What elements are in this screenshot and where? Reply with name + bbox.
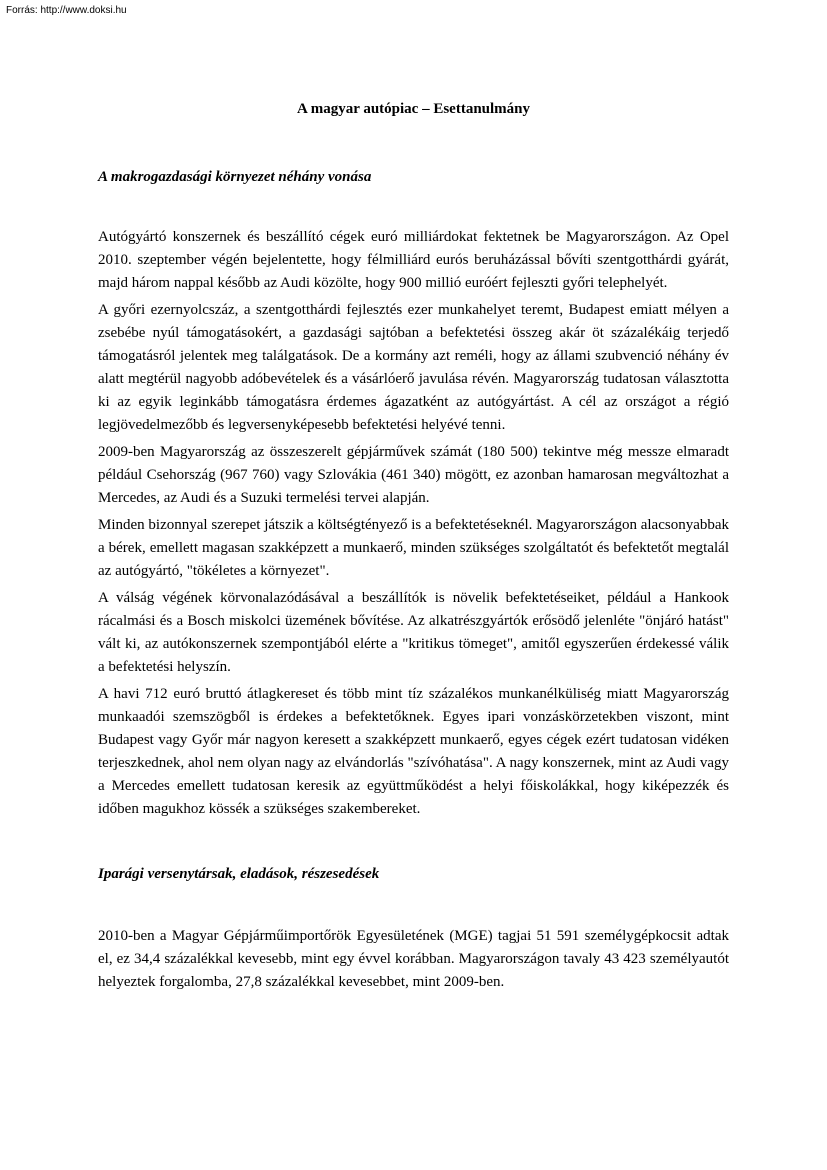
section-heading: Iparági versenytársak, eladások, részesedések <box>98 866 380 882</box>
section-competitors-sales <box>98 863 729 994</box>
paragraph: 2009-ben Magyarország az összeszerelt gépjárművek számát (180 500) tekintve még messze elmaradt például Csehország (967 760) vagy Szlovákia (461 340) mögött, ez azonban hamarosan megváltozhat a Mercedes, az Audi és a Suzuki termelési tervei alapján. <box>98 444 729 506</box>
document-title: A magyar autópiac – Esettanulmány <box>296 101 531 117</box>
paragraph: A válság végének körvonalazódásával a beszállítók is növelik befektetéseiket, például a Hankook rácalmási és a Bosch miskolci üzemének bővítése. Az alkatrészgyártók erősödő jelenléte "önjáró hatást" vált ki, az autókonszernek szempontjából elérte a "kritikus tömeget", amitől egyszerűen érdekessé válik a befektetési helyszín. <box>98 590 729 675</box>
paragraph: 2010-ben a Magyar Gépjárműimportőrök Egyesületének (MGE) tagjai 51 591 személygépkocsit adtak el, ez 34,4 százalékkal kevesebb, mint egy évvel korábban. Magyarországon tavaly 43 423 személyautót helyeztek forgalomba, 27,8 százalékkal kevesebbet, mint 2009-ben. <box>98 928 729 990</box>
paragraph: A győri ezernyolcszáz, a szentgotthárdi fejlesztés ezer munkahelyet teremt, Budapest emiatt mélyen a zsebébe nyúl támogatásokért, a gazdasági sajtóban a befektetési összeg akár öt százalékáig terjedő támogatásról jelentek meg találgatások. De a kormány azt reméli, hogy az állami szubvenció néhány év alatt megtérül nagyobb adóbevételek és a vásárlóerő javulása révén. Magyarország tudatosan választotta ki az egyik leginkább támogatásra érdemes ágazatként az autógyártást. A cél az országot a régió legjövedelmezőbb és legversenyképesebb befektetési helyévé tenni. <box>98 302 729 433</box>
paragraph: Minden bizonnyal szerepet játszik a költségtényező is a befektetéseknél. Magyarországon alacsonyabbak a bérek, emellett magasan szakképzett a munkaerő, minden szükséges szolgáltatót és befektetőt megtalál az autógyártó, "tökéletes a környezet". <box>98 517 730 579</box>
section-heading: A makrogazdasági környezet néhány vonása <box>98 169 372 185</box>
section-macroeconomic-environment <box>98 166 729 821</box>
source-line: Forrás: http://www.doksi.hu <box>6 5 127 16</box>
document-page <box>98 98 729 994</box>
paragraph: Autógyártó konszernek és beszállító cégek euró milliárdokat fektetnek be Magyarországon. Az Opel 2010. szeptember végén bejelentette, hogy félmilliárd eurós beruházással bővíti szentgotthárdi gyárát, majd három nappal később az Audi közölte, hogy 900 millió euróért fejleszti győri telephelyét. <box>98 229 729 291</box>
paragraph: A havi 712 euró bruttó átlagkereset és több mint tíz százalékos munkanélküliség miatt Magyarország munkaadói szemszögből is érdekes a befektetőknek. Egyes ipari vonzáskörzetekben viszont, mint Budapest vagy Győr már nagyon keresett a szakképzett munkaerő, egyes cégek ezért tudatosan vidéken terjeszkednek, ahol nem olyan nagy az elvándorlás "szívóhatása". A nagy konszernek, mint az Audi vagy a Mercedes emellett tudatosan keresik az együttműködést a helyi főiskolákkal, hogy kiképezzék és időben magukhoz kössék a szükséges szakembereket. <box>98 686 729 817</box>
